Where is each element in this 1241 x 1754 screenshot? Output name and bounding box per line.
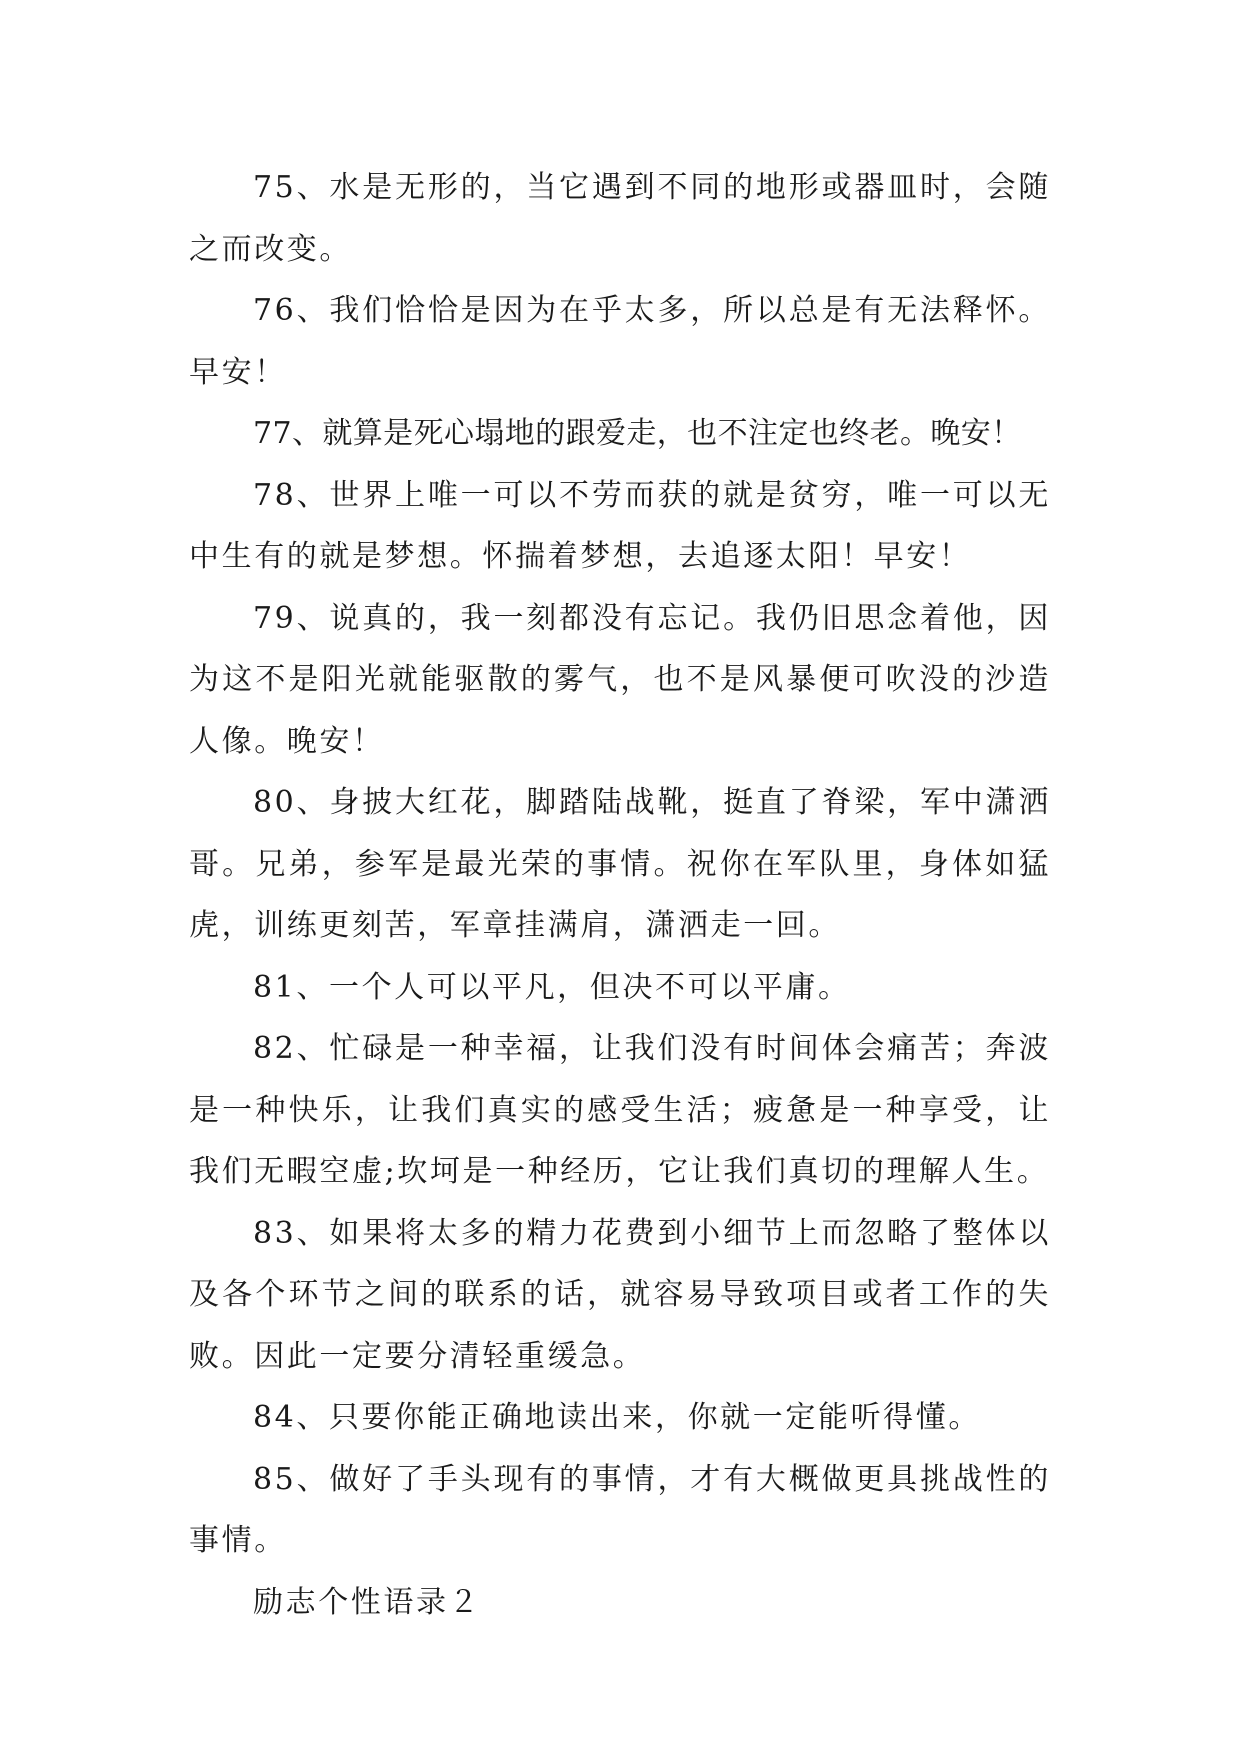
paragraph-79: 79、说真的，我一刻都没有忘记。我仍旧思念着他，因为这不是阳光就能驱散的雾气，也不是风暴便可吹没的沙造人像。晚安！ [189, 600, 1051, 759]
section-heading: 励志个性语录２ [253, 1584, 482, 1620]
paragraph-75: 75、水是无形的，当它遇到不同的地形或器皿时，会随之而改变。 [189, 170, 1051, 267]
document-page [189, 157, 1051, 1633]
paragraph-76: 76、我们恰恰是因为在乎太多，所以总是有无法释怀。早安！ [189, 293, 1051, 390]
paragraph-80: 80、身披大红花，脚踏陆战靴，挺直了脊梁，军中潇洒哥。兄弟，参军是最光荣的事情。祝你在军队里，身体如猛虎，训练更刻苦，军章挂满肩，潇洒走一回。 [189, 785, 1051, 943]
paragraph-82: 82、忙碌是一种幸福，让我们没有时间体会痛苦；奔波是一种快乐，让我们真实的感受生活；疲惫是一种享受，让我们无暇空虚;坎坷是一种经历，它让我们真切的理解人生。 [189, 1031, 1051, 1189]
paragraph-85: 85、做好了手头现有的事情，才有大概做更具挑战性的事情。 [189, 1461, 1051, 1558]
paragraph-84: 84、只要你能正确地读出来，你就一定能听得懂。 [253, 1400, 981, 1435]
paragraph-78: 78、世界上唯一可以不劳而获的就是贫穷，唯一可以无中生有的就是梦想。怀揣着梦想，去追逐太阳！早安！ [189, 477, 1051, 574]
paragraph-81: 81、一个人可以平凡，但决不可以平庸。 [253, 969, 851, 1005]
paragraph-83: 83、如果将太多的精力花费到小细节上而忽略了整体以及各个环节之间的联系的话，就容易导致项目或者工作的失败。因此一定要分清轻重缓急。 [189, 1215, 1051, 1374]
paragraph-77: 77、就算是死心塌地的跟爱走，也不注定也终老。晚安！ [253, 416, 1022, 451]
